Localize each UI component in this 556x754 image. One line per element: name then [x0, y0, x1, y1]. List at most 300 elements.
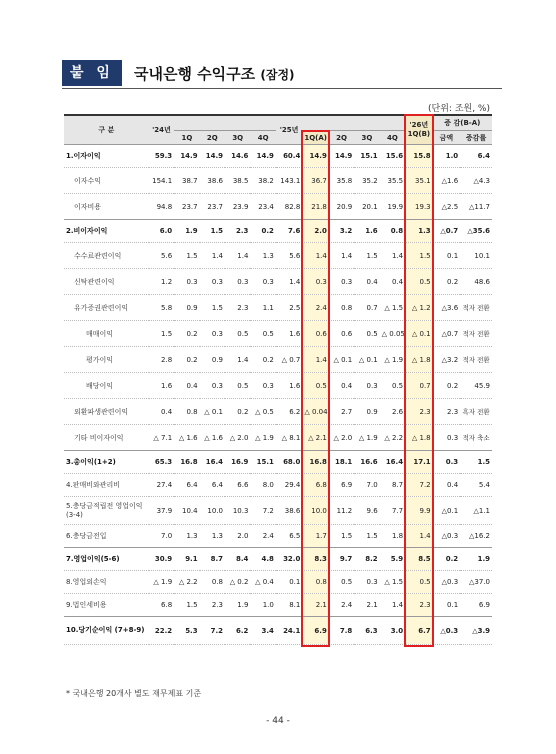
cell: 68.0	[276, 451, 302, 474]
row-label: 배당이익	[64, 373, 149, 399]
cell: 6.9	[460, 594, 492, 617]
table-row	[64, 594, 492, 617]
cell: 8.5	[405, 548, 433, 571]
table-row	[64, 548, 492, 571]
cell: 7.2	[200, 617, 225, 645]
cell: 0.4	[433, 474, 461, 497]
cell: △3.2	[433, 347, 461, 373]
cell: 0.2	[433, 373, 461, 399]
cell: 0.3	[354, 373, 379, 399]
cell: △ 1.9	[149, 571, 174, 594]
cell: 1.5	[174, 243, 199, 269]
page-number: - 44 -	[266, 716, 290, 726]
cell: 23.7	[174, 194, 199, 220]
cell: 1.3	[250, 243, 275, 269]
cell: 1.9	[174, 220, 199, 243]
cell: △ 0.1	[354, 347, 379, 373]
cell: 0.3	[433, 425, 461, 451]
header-y25: '25년	[276, 115, 302, 145]
cell: 1.4	[200, 243, 225, 269]
cell: 20.1	[354, 194, 379, 220]
cell: 9.9	[405, 497, 433, 525]
cell: 2.0	[225, 525, 250, 548]
cell: 2.0	[302, 220, 328, 243]
cell: 35.1	[405, 168, 433, 194]
cell: △ 2.0	[329, 425, 354, 451]
cell: 16.4	[200, 451, 225, 474]
cell: △ 1.5	[380, 571, 405, 594]
cell: 9.6	[354, 497, 379, 525]
cell: 1.3	[174, 525, 199, 548]
cell: 0.2	[250, 220, 275, 243]
cell: 8.2	[354, 548, 379, 571]
cell: 2.8	[149, 347, 174, 373]
cell: 1.5	[329, 525, 354, 548]
income-structure-table	[64, 114, 492, 645]
cell: 8.7	[200, 548, 225, 571]
cell: 21.8	[302, 194, 328, 220]
cell: 3.4	[250, 617, 275, 645]
cell: △ 2.0	[225, 425, 250, 451]
cell: 14.6	[225, 145, 250, 168]
cell: △11.7	[460, 194, 492, 220]
row-label: 수수료관련이익	[64, 243, 149, 269]
table-row	[64, 269, 492, 295]
cell: 0.7	[405, 373, 433, 399]
row-label: 4.판매비와관리비	[64, 474, 149, 497]
cell: 1.6	[354, 220, 379, 243]
row-label: 1.이자이익	[64, 145, 149, 168]
title-note: (잠정)	[260, 67, 295, 82]
cell: △0.7	[433, 321, 461, 347]
cell: 0.3	[200, 269, 225, 295]
cell: 23.4	[250, 194, 275, 220]
cell: 2.1	[354, 594, 379, 617]
cell: 2.1	[302, 594, 328, 617]
cell: 0.5	[405, 269, 433, 295]
cell: 38.6	[200, 168, 225, 194]
cell: 7.6	[276, 220, 302, 243]
cell: 1.3	[405, 220, 433, 243]
cell: 2.3	[200, 594, 225, 617]
header-q: 4Q	[380, 131, 405, 145]
cell: 0.5	[250, 321, 275, 347]
cell: △2.5	[433, 194, 461, 220]
cell: 6.4	[460, 145, 492, 168]
header-q: 2Q	[200, 131, 225, 145]
cell: 35.5	[380, 168, 405, 194]
cell: △ 1.9	[380, 347, 405, 373]
header-y24-quarters	[174, 115, 276, 131]
cell: △1.1	[460, 497, 492, 525]
section-header	[62, 60, 295, 86]
cell: 6.2	[276, 399, 302, 425]
cell: 23.7	[200, 194, 225, 220]
cell: 1.4	[302, 243, 328, 269]
cell: 1.6	[149, 373, 174, 399]
cell: 1.5	[354, 525, 379, 548]
cell: 0.3	[200, 373, 225, 399]
cell: 38.7	[174, 168, 199, 194]
table-row	[64, 497, 492, 525]
cell: 2.3	[433, 399, 461, 425]
cell: △ 2.2	[174, 571, 199, 594]
cell: 0.9	[200, 347, 225, 373]
title-underline	[62, 88, 502, 89]
cell: 1.1	[250, 295, 275, 321]
row-label: 외환파생관련이익	[64, 399, 149, 425]
cell: △ 1.5	[380, 295, 405, 321]
row-label: 평가이익	[64, 347, 149, 373]
cell: 32.0	[276, 548, 302, 571]
cell: 적자 전환	[460, 321, 492, 347]
cell: 0.1	[433, 243, 461, 269]
cell: 1.5	[174, 594, 199, 617]
cell: 1.4	[329, 243, 354, 269]
cell: 2.3	[225, 295, 250, 321]
cell: 6.0	[149, 220, 174, 243]
table-row	[64, 617, 492, 645]
cell: 적자 전환	[460, 347, 492, 373]
cell: 29.4	[276, 474, 302, 497]
cell: 5.6	[149, 243, 174, 269]
cell: 35.2	[354, 168, 379, 194]
cell: 1.5	[200, 295, 225, 321]
cell: 16.8	[302, 451, 328, 474]
cell: 3.0	[380, 617, 405, 645]
cell: △ 0.1	[405, 321, 433, 347]
row-label: 5.충당금적립전 영업이익(3-4)	[64, 497, 149, 525]
cell: 94.8	[149, 194, 174, 220]
appendix-badge: 붙 임	[62, 60, 122, 86]
cell: 38.2	[250, 168, 275, 194]
cell: △0.7	[433, 220, 461, 243]
cell: 0.8	[200, 571, 225, 594]
cell: 14.9	[250, 145, 275, 168]
cell: △ 0.4	[250, 571, 275, 594]
cell: 15.1	[250, 451, 275, 474]
table-row	[64, 571, 492, 594]
cell: 14.9	[200, 145, 225, 168]
cell: 1.5	[354, 243, 379, 269]
cell: 23.9	[225, 194, 250, 220]
cell: 27.4	[149, 474, 174, 497]
cell: 0.8	[380, 220, 405, 243]
row-label: 8.영업외손익	[64, 571, 149, 594]
cell: 0.1	[433, 594, 461, 617]
cell: △0.3	[433, 617, 461, 645]
table-row	[64, 425, 492, 451]
cell: 0.3	[250, 373, 275, 399]
cell: 0.7	[354, 295, 379, 321]
cell: 0.8	[302, 571, 328, 594]
row-label: 이자수익	[64, 168, 149, 194]
table-row	[64, 373, 492, 399]
cell: △0.3	[433, 571, 461, 594]
table-row	[64, 145, 492, 168]
cell: 18.1	[329, 451, 354, 474]
cell: 1.4	[405, 525, 433, 548]
cell: △3.6	[433, 295, 461, 321]
cell: 143.1	[276, 168, 302, 194]
cell: 8.7	[380, 474, 405, 497]
cell: 0.2	[174, 321, 199, 347]
cell: 7.0	[149, 525, 174, 548]
cell: △ 0.05	[380, 321, 405, 347]
cell: 17.1	[405, 451, 433, 474]
cell: 2.4	[302, 295, 328, 321]
cell: 5.4	[460, 474, 492, 497]
cell: 15.8	[405, 145, 433, 168]
cell: 0.3	[200, 321, 225, 347]
cell: 0.9	[174, 295, 199, 321]
cell: △ 0.1	[200, 399, 225, 425]
cell: 38.5	[225, 168, 250, 194]
cell: 0.5	[225, 373, 250, 399]
cell: 16.4	[380, 451, 405, 474]
cell: △ 1.6	[174, 425, 199, 451]
cell: 5.3	[174, 617, 199, 645]
table-row	[64, 220, 492, 243]
cell: 0.5	[380, 373, 405, 399]
table-row	[64, 321, 492, 347]
cell: 8.4	[225, 548, 250, 571]
cell: 1.0	[433, 145, 461, 168]
table-row	[64, 474, 492, 497]
cell: 0.3	[433, 451, 461, 474]
cell: 8.3	[302, 548, 328, 571]
cell: 45.9	[460, 373, 492, 399]
cell: 5.9	[380, 548, 405, 571]
cell: 6.8	[149, 594, 174, 617]
table-row	[64, 347, 492, 373]
cell: 154.1	[149, 168, 174, 194]
cell: 1.0	[250, 594, 275, 617]
cell: 적자 축소	[460, 425, 492, 451]
cell: 0.5	[329, 571, 354, 594]
cell: △3.9	[460, 617, 492, 645]
cell: 1.3	[200, 525, 225, 548]
header-q: 2Q	[329, 131, 354, 145]
cell: 19.9	[380, 194, 405, 220]
row-label: 6.충당금전입	[64, 525, 149, 548]
cell: △ 7.1	[149, 425, 174, 451]
cell: 38.6	[276, 497, 302, 525]
cell: 7.7	[380, 497, 405, 525]
cell: 0.3	[302, 269, 328, 295]
cell: 30.9	[149, 548, 174, 571]
cell: 0.3	[354, 571, 379, 594]
cell: △ 1.9	[354, 425, 379, 451]
cell: 0.5	[405, 571, 433, 594]
cell: 0.3	[174, 269, 199, 295]
cell: △ 8.1	[276, 425, 302, 451]
cell: 7.0	[354, 474, 379, 497]
cell: 1.5	[149, 321, 174, 347]
table-row	[64, 399, 492, 425]
cell: 1.4	[276, 269, 302, 295]
cell: △ 0.2	[225, 571, 250, 594]
cell: 0.1	[276, 571, 302, 594]
cell: 7.8	[329, 617, 354, 645]
cell: △ 1.8	[405, 425, 433, 451]
cell: 1.5	[200, 220, 225, 243]
cell: 0.2	[174, 347, 199, 373]
cell: △ 1.2	[405, 295, 433, 321]
cell: 7.2	[250, 497, 275, 525]
cell: 37.9	[149, 497, 174, 525]
cell: △ 0.04	[302, 399, 328, 425]
cell: 2.3	[225, 220, 250, 243]
row-label: 2.비이자이익	[64, 220, 149, 243]
cell: 0.8	[329, 295, 354, 321]
cell: 흑자 전환	[460, 399, 492, 425]
cell: 22.2	[149, 617, 174, 645]
row-label: 기타 비이자이익	[64, 425, 149, 451]
cell: 5.8	[149, 295, 174, 321]
cell: 16.6	[354, 451, 379, 474]
cell: 9.7	[329, 548, 354, 571]
cell: 6.6	[225, 474, 250, 497]
cell: 1.4	[225, 347, 250, 373]
cell: 0.5	[302, 373, 328, 399]
cell: 1.8	[380, 525, 405, 548]
page-title	[134, 63, 295, 84]
row-label: 9.법인세비용	[64, 594, 149, 617]
header-category: 구 분	[64, 115, 149, 145]
cell: 2.4	[329, 594, 354, 617]
cell: 1.6	[276, 321, 302, 347]
header-q: 4Q	[250, 131, 275, 145]
cell: 0.4	[149, 399, 174, 425]
cell: 1.4	[380, 594, 405, 617]
table-row	[64, 168, 492, 194]
cell: 14.9	[302, 145, 328, 168]
cell: 10.0	[302, 497, 328, 525]
cell: 1.9	[225, 594, 250, 617]
cell: 14.9	[329, 145, 354, 168]
cell: 2.6	[380, 399, 405, 425]
cell: 14.9	[174, 145, 199, 168]
cell: 8.1	[276, 594, 302, 617]
cell: △0.1	[433, 497, 461, 525]
cell: 82.8	[276, 194, 302, 220]
header-rate: 증감률	[460, 131, 492, 145]
header-amount: 금액	[433, 131, 461, 145]
unit-label: (단위: 조원, %)	[428, 104, 490, 114]
title-text: 국내은행 수익구조	[134, 64, 256, 83]
cell: 0.9	[354, 399, 379, 425]
cell: 35.8	[329, 168, 354, 194]
table-row	[64, 295, 492, 321]
cell: 0.2	[250, 347, 275, 373]
cell: 0.6	[302, 321, 328, 347]
cell: △ 0.5	[250, 399, 275, 425]
cell: △ 1.8	[405, 347, 433, 373]
cell: △ 0.1	[329, 347, 354, 373]
cell: 19.3	[405, 194, 433, 220]
cell: 1.9	[460, 548, 492, 571]
cell: △ 1.9	[250, 425, 275, 451]
cell: △ 2.2	[380, 425, 405, 451]
cell: 1.5	[405, 243, 433, 269]
cell: 1.7	[302, 525, 328, 548]
cell: 0.8	[174, 399, 199, 425]
cell: 6.8	[302, 474, 328, 497]
cell: 2.5	[276, 295, 302, 321]
cell: 15.6	[380, 145, 405, 168]
cell: △35.6	[460, 220, 492, 243]
cell: 65.3	[149, 451, 174, 474]
header-change: 증 감(B-A)	[433, 115, 492, 131]
cell: 1.5	[460, 451, 492, 474]
cell: 0.4	[354, 269, 379, 295]
cell: 8.0	[250, 474, 275, 497]
cell: 1.4	[302, 347, 328, 373]
cell: 4.8	[250, 548, 275, 571]
cell: 16.8	[174, 451, 199, 474]
cell: △0.3	[433, 525, 461, 548]
table-row	[64, 243, 492, 269]
cell: △ 1.6	[200, 425, 225, 451]
cell: 6.5	[276, 525, 302, 548]
cell: 24.1	[276, 617, 302, 645]
cell: 59.3	[149, 145, 174, 168]
cell: 2.3	[405, 399, 433, 425]
cell: 2.3	[405, 594, 433, 617]
cell: 0.3	[329, 269, 354, 295]
cell: 6.3	[354, 617, 379, 645]
cell: △ 2.1	[302, 425, 328, 451]
footnote: * 국내은행 20개사 별도 재무제표 기준	[66, 689, 202, 698]
header-y26: '26년 1Q(B)	[405, 115, 433, 145]
cell: 48.6	[460, 269, 492, 295]
cell: 0.4	[329, 373, 354, 399]
cell: △ 0.7	[276, 347, 302, 373]
row-label: 10.당기순이익 (7+8-9)	[64, 617, 149, 645]
cell: 0.2	[433, 269, 461, 295]
row-label: 매매이익	[64, 321, 149, 347]
cell: 10.4	[174, 497, 199, 525]
table-row	[64, 451, 492, 474]
cell: 0.2	[225, 399, 250, 425]
table-row	[64, 194, 492, 220]
header-y24: '24년	[149, 115, 174, 145]
row-label: 3.총이익(1+2)	[64, 451, 149, 474]
cell: 0.4	[174, 373, 199, 399]
cell: △37.0	[460, 571, 492, 594]
cell: 6.2	[225, 617, 250, 645]
cell: 7.2	[405, 474, 433, 497]
cell: 1.2	[149, 269, 174, 295]
cell: 6.4	[174, 474, 199, 497]
header-q: 3Q	[354, 131, 379, 145]
cell: 1.6	[276, 373, 302, 399]
cell: 10.1	[460, 243, 492, 269]
cell: 6.4	[200, 474, 225, 497]
header-q: 3Q	[225, 131, 250, 145]
cell: 1.4	[225, 243, 250, 269]
cell: 3.2	[329, 220, 354, 243]
cell: 2.7	[329, 399, 354, 425]
row-label: 7.영업이익(5-6)	[64, 548, 149, 571]
cell: 6.9	[302, 617, 328, 645]
cell: 0.3	[225, 269, 250, 295]
cell: 15.1	[354, 145, 379, 168]
cell: 16.9	[225, 451, 250, 474]
cell: 5.6	[276, 243, 302, 269]
cell: 0.5	[354, 321, 379, 347]
